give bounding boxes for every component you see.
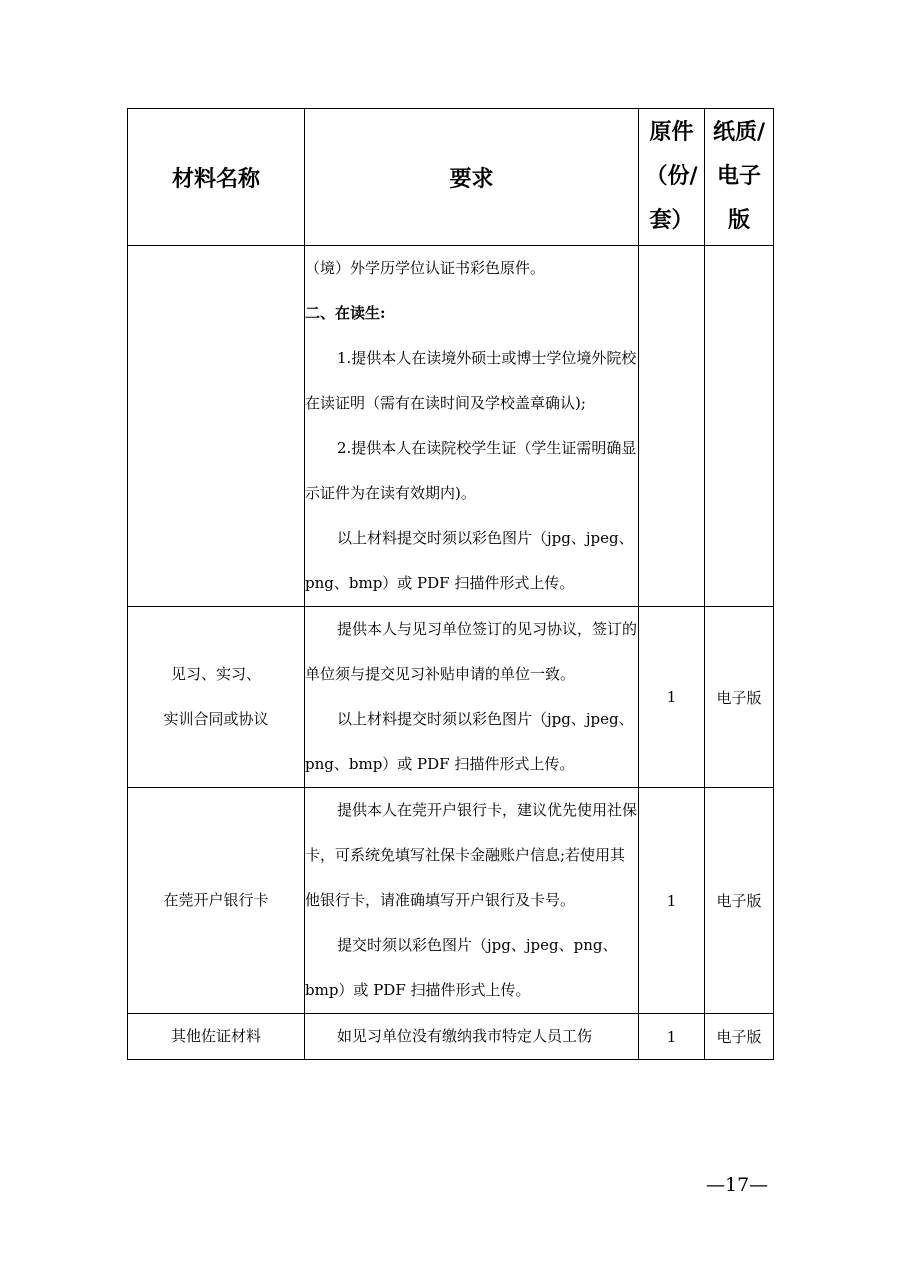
header-material-name: 材料名称 — [128, 109, 305, 246]
original-count-cell: 1 — [639, 607, 705, 788]
material-name-cell: 在莞开户银行卡 — [128, 788, 305, 1014]
material-name-cell — [128, 246, 305, 607]
requirement-cell — [305, 246, 639, 607]
requirement-cell — [305, 607, 639, 788]
material-name-line: 实训合同或协议 — [163, 710, 269, 728]
header-original-line: 原件 — [649, 120, 694, 145]
requirement-subheading: 二、在读生: — [305, 304, 386, 322]
table-header-row — [128, 109, 774, 246]
format-cell: 电子版 — [705, 788, 774, 1014]
header-format-line: 版 — [727, 208, 750, 233]
requirement-paragraph: （境）外学历学位认证书彩色原件。 — [305, 259, 546, 277]
table-row — [128, 607, 774, 788]
material-name-cell — [128, 607, 305, 788]
requirement-paragraph: 以上材料提交时须以彩色图片（jpg、jpeg、png、bmp）或 PDF 扫描件形式上传。 — [305, 529, 634, 592]
format-cell — [705, 246, 774, 607]
original-count-cell: 1 — [639, 788, 705, 1014]
header-original-line: （份/ — [645, 164, 698, 189]
header-original-line: 套） — [649, 208, 694, 233]
original-count-cell: 1 — [639, 1014, 705, 1060]
format-cell: 电子版 — [705, 607, 774, 788]
table-row — [128, 1014, 774, 1060]
header-format-line: 电子 — [716, 164, 761, 189]
table-row — [128, 788, 774, 1014]
requirement-cell — [305, 788, 639, 1014]
original-count-cell — [639, 246, 705, 607]
header-format — [705, 109, 774, 246]
header-format-line: 纸质/ — [712, 120, 766, 145]
requirement-paragraph: 提供本人在莞开户银行卡，建议优先使用社保卡，可系统免填写社保卡金融账户信息;若使用其他银行卡，请准确填写开户银行及卡号。 — [305, 801, 638, 909]
requirement-paragraph: 提交时须以彩色图片（jpg、jpeg、png、bmp）或 PDF 扫描件形式上传。 — [305, 936, 618, 999]
materials-table — [127, 108, 774, 1060]
requirement-cell — [305, 1014, 639, 1060]
material-name-line: 见习、实习、 — [170, 665, 261, 683]
header-requirement: 要求 — [305, 109, 639, 246]
requirement-paragraph: 如见习单位没有缴纳我市特定人员工伤 — [337, 1027, 593, 1045]
material-name-cell: 其他佐证材料 — [128, 1014, 305, 1060]
requirement-paragraph: 以上材料提交时须以彩色图片（jpg、jpeg、png、bmp）或 PDF 扫描件形式上传。 — [305, 710, 634, 773]
table-row — [128, 246, 774, 607]
requirement-paragraph: 提供本人与见习单位签订的见习协议，签订的单位须与提交见习补贴申请的单位一致。 — [305, 620, 638, 683]
page-number: —17— — [706, 1174, 769, 1196]
requirement-paragraph: 2.提供本人在读院校学生证（学生证需明确显示证件为在读有效期内)。 — [305, 439, 637, 502]
header-original-count — [639, 109, 705, 246]
format-cell: 电子版 — [705, 1014, 774, 1060]
requirement-paragraph: 1.提供本人在读境外硕士或博士学位境外院校在读证明（需有在读时间及学校盖章确认); — [305, 349, 637, 412]
